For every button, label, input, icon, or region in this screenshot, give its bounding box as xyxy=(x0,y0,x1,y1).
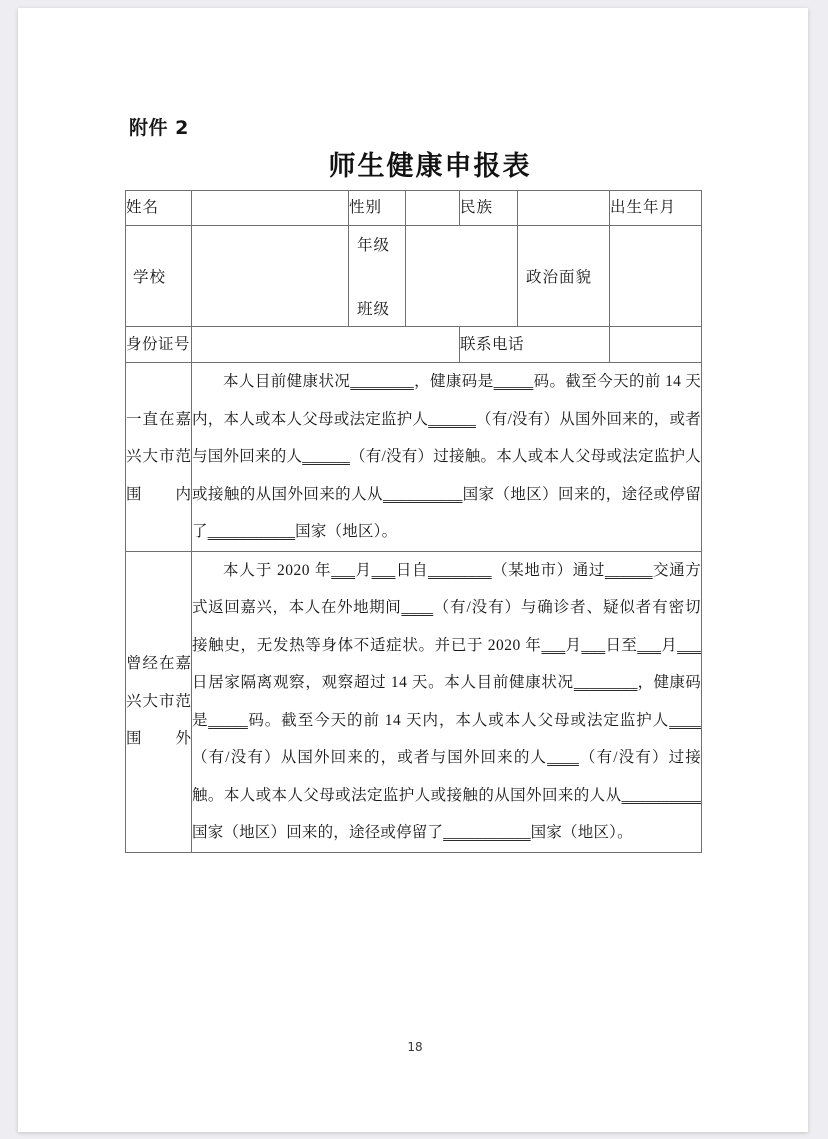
table-row-outside-jiaxing xyxy=(126,551,702,852)
outside-text-13: （有/没有）从国外回来的，或者与国外回来的人 xyxy=(192,749,548,766)
outside-blank-13[interactable]: ____ xyxy=(547,749,579,766)
outside-blank-8[interactable]: ___ xyxy=(637,636,662,654)
outside-blank-3[interactable]: ________ xyxy=(428,561,492,579)
cell-id-value[interactable] xyxy=(192,327,460,363)
outside-blank-10[interactable]: ________ xyxy=(573,674,638,691)
outside-text-10: 日居家隔离观察，观察超过 14 天。本人目前健康状况 xyxy=(192,674,574,691)
outside-text-14: （有/没有）过接触。本人或本人父母或法定监护人或接触的从国外回来的人从 xyxy=(192,749,701,804)
outside-blank-15[interactable]: ___________ xyxy=(443,824,531,841)
cell-name-value[interactable] xyxy=(192,191,349,226)
outside-text-1: 本人于 2020 年 xyxy=(223,561,332,579)
cell-phone-label: 联系电话 xyxy=(460,327,610,363)
inside-text-3: 码。截至今天的前 14 天内，本人或本人父母或法定监护人 xyxy=(192,373,701,428)
page-number: 18 xyxy=(407,1040,423,1054)
inside-text-5: （有/没有）过接触。本人或本人父母或法定监护人或接触的从国外回来的人从 xyxy=(192,448,701,503)
cell-school-value[interactable] xyxy=(192,226,349,327)
outside-text-16: 国家（地区）。 xyxy=(530,824,633,841)
class-label: 班级 xyxy=(357,301,391,318)
inside-label-text: 一直在嘉兴大市范围内 xyxy=(126,410,191,503)
inside-blank-1[interactable]: ________ xyxy=(350,373,414,390)
outside-text-9: 月 xyxy=(661,636,678,654)
attachment-label: 附件 2 xyxy=(129,117,189,139)
cell-id-label: 身份证号 xyxy=(126,327,192,363)
outside-text-15: 国家（地区）回来的，途径或停留了 xyxy=(192,824,444,841)
outside-blank-11[interactable]: _____ xyxy=(208,711,248,729)
cell-name-label: 姓名 xyxy=(126,191,192,226)
outside-text-4: （某地市）通过 xyxy=(491,561,605,579)
inside-text-4: （有/没有）从国外回来的，或者与国外回来的人 xyxy=(192,410,701,465)
outside-blank-12[interactable]: ____ xyxy=(669,711,701,729)
inside-blank-5[interactable]: __________ xyxy=(382,485,463,503)
cell-gender-label: 性别 xyxy=(349,191,406,226)
cell-grade-class-value[interactable] xyxy=(406,226,518,327)
outside-text-6: （有/没有）与确诊者、疑似者有密切接触史，无发热等身体不适症状。并已于 2020 年 xyxy=(192,599,701,654)
health-declaration-table xyxy=(125,190,702,853)
outside-label-text: 曾经在嘉兴大市范围外 xyxy=(126,655,191,748)
cell-political-label xyxy=(518,226,610,327)
inside-text-1: 本人目前健康状况 xyxy=(223,373,351,390)
inside-text-2: ，健康码是 xyxy=(413,373,494,390)
cell-inside-label xyxy=(126,363,192,552)
inside-blank-6[interactable]: ___________ xyxy=(207,523,296,540)
cell-phone-value[interactable] xyxy=(610,327,702,363)
outside-blank-4[interactable]: ______ xyxy=(604,561,653,579)
school-label-text: 学校 xyxy=(133,269,167,286)
inside-blank-2[interactable]: _____ xyxy=(493,373,534,390)
cell-inside-declaration[interactable] xyxy=(192,363,702,552)
outside-blank-9[interactable]: ___ xyxy=(677,636,701,654)
outside-blank-7[interactable]: ___ xyxy=(581,636,606,654)
table-row-contact xyxy=(126,327,702,363)
outside-text-12: 码。截至今天的前 14 天内，本人或本人父母或法定监护人 xyxy=(247,711,670,729)
page-title: 师生健康申报表 xyxy=(328,151,532,182)
table-row-school xyxy=(126,226,702,327)
grade-label: 年级 xyxy=(357,237,391,254)
inside-declaration-paragraph xyxy=(192,363,701,551)
inside-text-6: 国家（地区）回来的，途径或停留了 xyxy=(192,485,701,540)
cell-gender-value[interactable] xyxy=(406,191,460,226)
document-page xyxy=(18,8,808,1132)
outside-blank-2[interactable]: ___ xyxy=(371,561,396,579)
outside-declaration-paragraph xyxy=(192,552,701,852)
outside-blank-6[interactable]: ___ xyxy=(541,636,566,654)
cell-political-value[interactable] xyxy=(610,226,702,327)
outside-blank-5[interactable]: ____ xyxy=(401,599,434,616)
outside-text-11: ，健康码是 xyxy=(192,674,701,729)
cell-ethnicity-label: 民族 xyxy=(460,191,518,226)
cell-birth-label: 出生年月 xyxy=(610,191,702,226)
outside-text-7: 月 xyxy=(565,636,582,654)
inside-blank-3[interactable]: ______ xyxy=(428,410,476,428)
inside-blank-4[interactable]: ______ xyxy=(302,448,350,465)
outside-text-2: 月 xyxy=(355,561,372,579)
outside-text-3: 日自 xyxy=(395,561,429,579)
outside-text-5: 交通方式返回嘉兴，本人在外地期间 xyxy=(192,561,701,616)
outside-blank-1[interactable]: ___ xyxy=(331,561,356,579)
cell-school-label xyxy=(126,226,192,327)
cell-ethnicity-value[interactable] xyxy=(518,191,610,226)
table-row-inside-jiaxing xyxy=(126,363,702,552)
cell-outside-label xyxy=(126,551,192,852)
cell-grade-class-label xyxy=(349,226,406,327)
outside-blank-14[interactable]: __________ xyxy=(621,786,701,804)
cell-outside-declaration[interactable] xyxy=(192,551,702,852)
political-label-text: 政治面貌 xyxy=(526,269,593,286)
inside-text-7: 国家（地区）。 xyxy=(295,523,398,540)
outside-text-8: 日至 xyxy=(605,636,638,654)
table-row-identity xyxy=(126,191,702,226)
